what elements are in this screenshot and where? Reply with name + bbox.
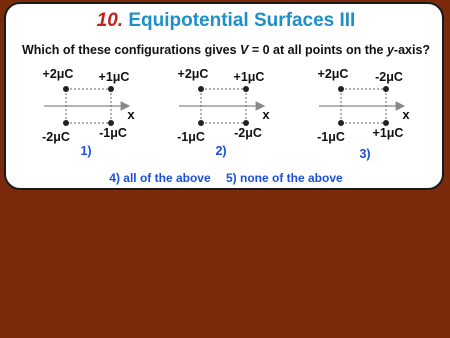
charge-label-top-right: -2μC [375, 70, 403, 84]
charge-dot [243, 86, 249, 92]
charge-label-top-right: +1μC [98, 70, 130, 84]
configuration-1 [42, 67, 135, 158]
charge-dot [198, 120, 204, 126]
x-axis-label: x [262, 107, 270, 122]
question-axis: y [386, 43, 394, 57]
charge-label-top-left: +2μC [177, 67, 209, 81]
charge-dot [63, 86, 69, 92]
charge-label-bottom-left: -2μC [42, 130, 70, 144]
question-panel [4, 2, 444, 190]
charge-label-top-left: +2μC [42, 67, 74, 81]
charge-label-bottom-right: +1μC [372, 126, 404, 140]
answer-options [6, 171, 444, 185]
charge-label-bottom-left: -1μC [317, 130, 345, 144]
option-4[interactable]: 4) all of the above [109, 171, 211, 185]
charge-label-top-left: +2μC [317, 67, 349, 81]
configurations-diagram [6, 4, 444, 190]
question-prefix: Which of these configurations gives [21, 43, 241, 57]
charge-dot [383, 86, 389, 92]
charge-dot [338, 120, 344, 126]
charge-label-top-right: +1μC [233, 70, 265, 84]
configuration-3 [317, 67, 410, 161]
configuration-number: 1) [80, 144, 92, 158]
charge-dot [198, 86, 204, 92]
charge-dot [63, 120, 69, 126]
question-var: V [240, 43, 249, 57]
question-suffix: -axis? [393, 43, 431, 57]
charge-label-bottom-right: -2μC [234, 126, 262, 140]
configuration-2 [177, 67, 270, 158]
x-axis-label: x [127, 107, 135, 122]
x-axis-label: x [402, 107, 410, 122]
charge-label-bottom-left: -1μC [177, 130, 205, 144]
title-number: 10. [96, 10, 124, 31]
configuration-number: 2) [215, 144, 227, 158]
question-middle: = 0 at all points on the [248, 43, 387, 57]
title-text: Equipotential Surfaces III [128, 10, 356, 31]
charge-dot [338, 86, 344, 92]
configuration-number: 3) [359, 147, 371, 161]
option-5[interactable]: 5) none of the above [226, 171, 343, 185]
charge-label-bottom-right: -1μC [99, 126, 127, 140]
charge-dot [108, 86, 114, 92]
